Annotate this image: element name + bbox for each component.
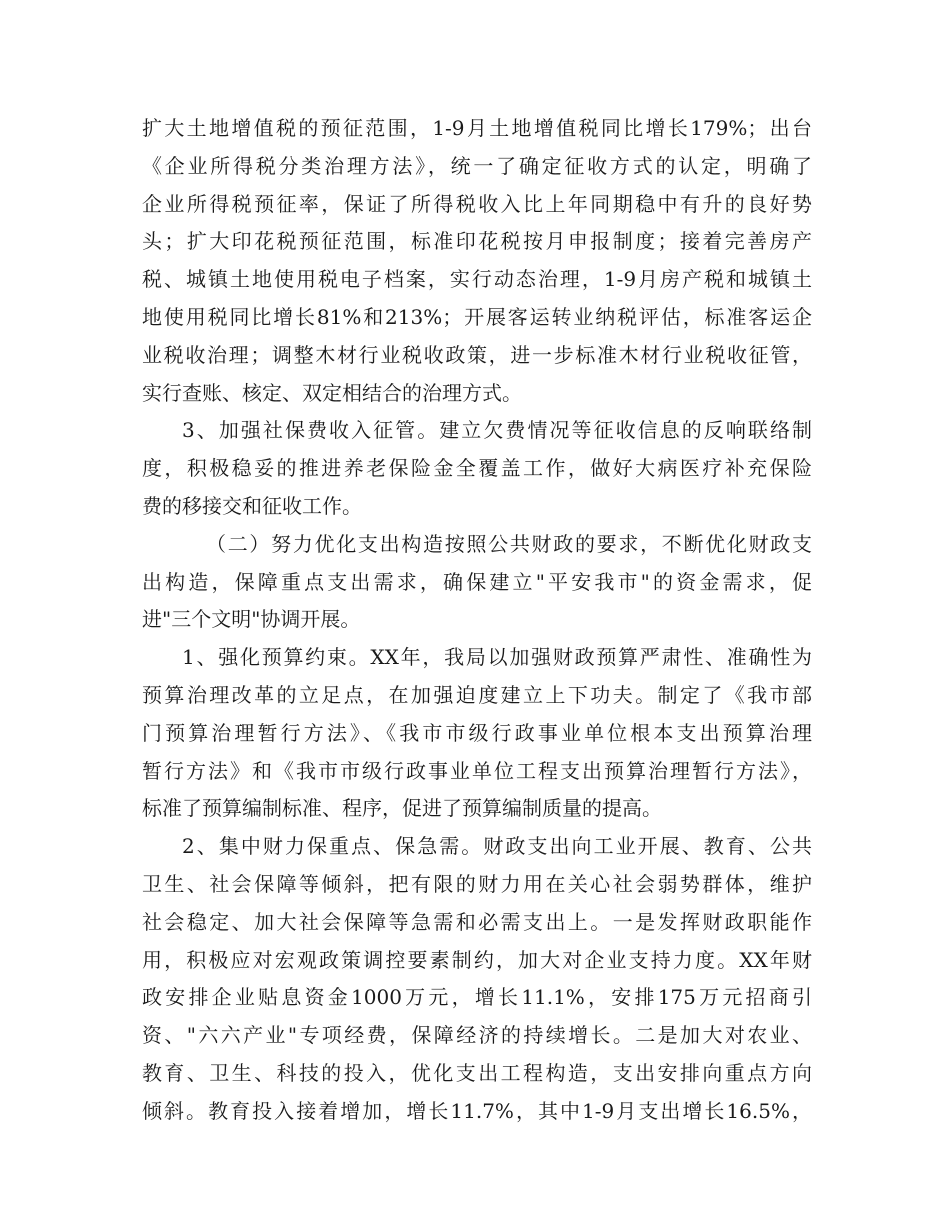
text-line: 教育、卫生、科技的投入，优化支出工程构造，支出安排向重点方向 <box>142 1060 812 1085</box>
text-line: 头；扩大印花税预征范围，标准印花税按月申报制度；接着完善房产 <box>142 229 812 254</box>
text-line: 用，积极应对宏观政策调控要素制约，加大对企业支持力度。XX年财 <box>142 947 812 972</box>
text-line: 2、集中财力保重点、保急需。财政支出向工业开展、教育、公共 <box>182 834 812 859</box>
document-body <box>142 110 812 1131</box>
text-line: 实行查账、核定、双定相结合的治理方式。 <box>142 380 522 405</box>
text-line: 倾斜。教育投入接着增加，增长11.7%，其中1-9月支出增长16.5%， <box>142 1098 812 1123</box>
text-line: 费的移接交和征收工作。 <box>142 493 362 518</box>
text-line: 社会稳定、加大社会保障等急需和必需支出上。一是发挥财政职能作 <box>142 909 812 934</box>
text-line: 1、强化预算约束。XX年，我局以加强财政预算严肃性、准确性为 <box>182 645 812 670</box>
text-line: 进"三个文明"协调开展。 <box>142 607 361 632</box>
text-line: （二）努力优化支出构造按照公共财政的要求，不断优化财政支 <box>206 531 812 556</box>
text-line: 地使用税同比增长81%和213%；开展客运转业纳税评估，标准客运企 <box>142 304 812 329</box>
text-line: 资、"六六产业"专项经费，保障经济的持续增长。二是加大对农业、 <box>142 1023 812 1048</box>
text-line: 度，积极稳妥的推进养老保险金全覆盖工作，做好大病医疗补充保险 <box>142 456 812 481</box>
text-line: 企业所得税预征率，保证了所得税收入比上年同期稳中有升的良好势 <box>142 191 812 216</box>
text-line: 政安排企业贴息资金1000万元，增长11.1%，安排175万元招商引 <box>142 985 812 1010</box>
text-line: 暂行方法》和《我市市级行政事业单位工程支出预算治理暂行方法》， <box>142 758 812 783</box>
text-line: 卫生、社会保障等倾斜，把有限的财力用在关心社会弱势群体，维护 <box>142 871 812 896</box>
text-line: 门预算治理暂行方法》、《我市市级行政事业单位根本支出预算治理 <box>142 720 812 745</box>
text-line: 税、城镇土地使用税电子档案，实行动态治理，1-9月房产税和城镇土 <box>142 267 812 292</box>
text-line: 业税收治理；调整木材行业税收政策，进一步标准木材行业税收征管， <box>142 342 812 367</box>
text-line: 预算治理改革的立足点，在加强迫度建立上下功夫。制定了《我市部 <box>142 682 812 707</box>
text-line: 标准了预算编制标准、程序，促进了预算编制质量的提高。 <box>142 796 662 821</box>
text-line: 出构造，保障重点支出需求，确保建立"平安我市"的资金需求，促 <box>142 569 812 594</box>
text-line: 3、加强社保费收入征管。建立欠费情况等征收信息的反响联络制 <box>182 418 812 443</box>
text-line: 《企业所得税分类治理方法》，统一了确定征收方式的认定，明确了 <box>142 153 812 178</box>
text-line: 扩大土地增值税的预征范围，1-9月土地增值税同比增长179%；出台 <box>142 116 812 140</box>
